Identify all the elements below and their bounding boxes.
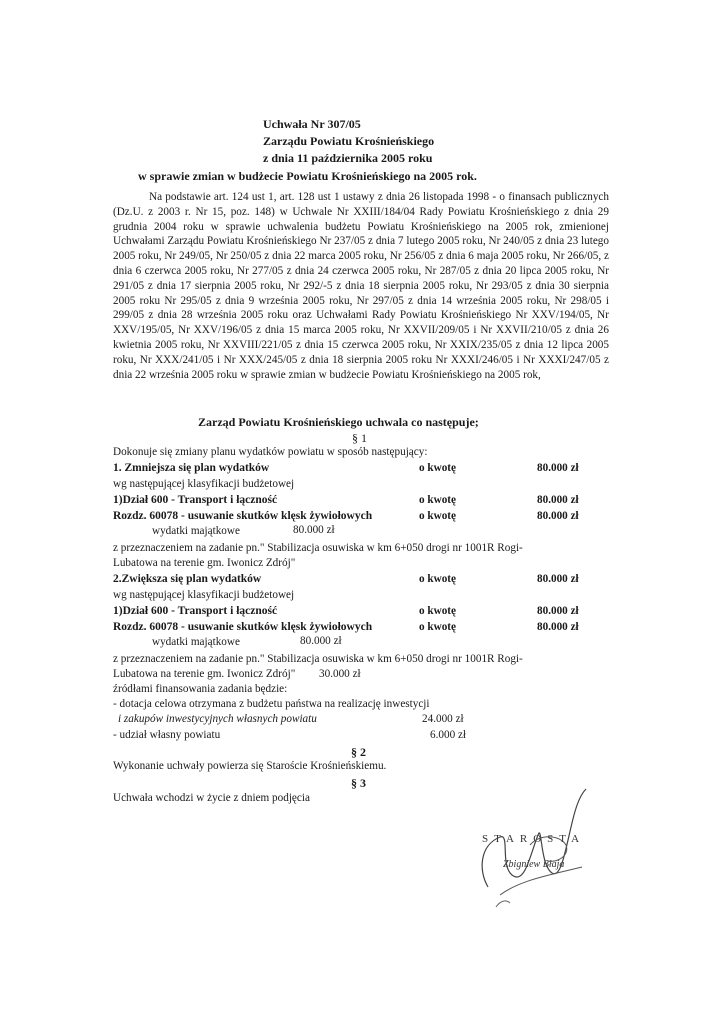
signature-name: Zbigniew Błaja <box>503 859 565 870</box>
decrease-wydatki: wydatki majątkowe <box>152 525 240 537</box>
signature-role: STAROSTA <box>482 833 586 845</box>
decrease-dzial: 1)Dział 600 - Transport i łączność <box>113 494 278 506</box>
funding-source-2: - udział własny powiatu <box>113 729 221 741</box>
resolution-title: Uchwała Nr 307/05 <box>263 117 361 131</box>
resolution-date: z dnia 11 października 2005 roku <box>263 151 433 165</box>
decrease-rozdz-o-kwote: o kwotę <box>419 510 456 522</box>
decrease-o-kwote: o kwotę <box>419 462 456 474</box>
handwritten-signature <box>470 775 610 915</box>
increase-purpose-amount: 30.000 zł <box>319 668 361 680</box>
decrease-wydatki-amount: 80.000 zł <box>293 524 335 536</box>
section-1-mark: § 1 <box>352 431 367 445</box>
increase-dzial: 1)Dział 600 - Transport i łączność <box>113 605 278 617</box>
s1-intro: Dokonuje się zmiany planu wydatków powiatu w sposób następujący: <box>113 446 428 458</box>
funding-source-1-cont: i zakupów inwestycyjnych własnych powiatu <box>118 713 317 725</box>
increase-amount: 80.000 zł <box>537 573 579 585</box>
decrease-amount: 80.000 zł <box>537 462 579 474</box>
increase-dzial-amount: 80.000 zł <box>537 605 579 617</box>
increase-wydatki: wydatki majątkowe <box>152 636 240 648</box>
preamble-text: Na podstawie art. 124 ust 1, art. 128 ust 1 ustawy z dnia 26 listopada 1998 - o finansach publicznych (Dz.U. z 2003 r. Nr 15, poz. 148) w Uchwale Nr XXIII/184/04 Rady Powiatu Krośnieńskiego z dnia 29 grudnia 2004 roku w sprawie uchwalenia budżetu Powiatu Krośnieńskiego na 2005 rok, zmienionej Uchwałami Zarządu Powiatu Krośnieńskiego Nr 237/05 z dnia 7 lutego 2005 roku, Nr 240/05 z dnia 23 lutego 2005 roku, Nr 249/05, Nr 250/05 z dnia 22 marca 2005 roku, Nr 256/05 z dnia 6 maja 2005 roku, Nr 266/05, z dnia 6 czerwca 2005 roku, Nr 277/05 z dnia 24 czerwca 2005 roku, Nr 287/05 z dnia 20 lipca 2005 roku, Nr 291/05 z dnia 17 sierpnia 2005 roku, Nr 292/-5 z dnia 18 sierpnia 2005 roku, Nr 293/05 z dnia 30 sierpnia 2005 roku Nr 295/05 z dnia 9 września 2005 roku, Nr 297/05 z dnia 14 września 2005 roku, Nr 298/05 i 299/05 z dnia 28 września 2005 roku oraz Uchwałami Rady Powiatu Krośnieńskiego Nr XXV/194/05, Nr XXV/195/05, Nr XXV/196/05 z dnia 15 marca 2005 roku, Nr XXVII/209/05 i Nr XXVII/210/05 z dnia 26 kwietnia 2005 roku, Nr XXVIII/221/05 z dnia 15 czerwca 2005 roku, Nr XXIX/235/05 z dnia 12 lipca 2005 roku, Nr XXX/241/05 i Nr XXX/245/05 z dnia 18 sierpnia 2005 roku Nr XXXI/246/05 i Nr XXXI/247/05 z dnia 22 września 2005 roku w sprawie zmian w budżecie Powiatu Krośnieńskiego na 2005 rok, <box>113 191 609 381</box>
decrease-purpose-1: z przeznaczeniem na zadanie pn." Stabilizacja osuwiska w km 6+050 drogi nr 1001R Rogi- <box>113 542 523 554</box>
increase-classification: wg następującej klasyfikacji budżetowej <box>113 589 295 601</box>
increase-o-kwote: o kwotę <box>419 573 456 585</box>
increase-wydatki-amount: 80.000 zł <box>300 635 342 647</box>
funding-sources: źródłami finansowania zadania będzie: <box>113 683 288 695</box>
increase-purpose-2: Lubatowa na terenie gm. Iwonicz Zdrój" <box>113 668 296 680</box>
funding-source-1-amount: 24.000 zł <box>422 713 464 725</box>
increase-rozdz-o-kwote: o kwotę <box>419 621 456 633</box>
increase-title: 2.Zwiększa się plan wydatków <box>113 573 262 585</box>
decrease-dzial-o-kwote: o kwotę <box>419 494 456 506</box>
increase-rozdz: Rozdz. 60078 - usuwanie skutków klęsk żywiołowych <box>113 621 373 633</box>
funding-source-1: - dotacja celowa otrzymana z budżetu państwa na realizację inwestycji <box>113 698 430 710</box>
resolves-line: Zarząd Powiatu Krośnieńskiego uchwala co następuje; <box>198 415 479 429</box>
decrease-dzial-amount: 80.000 zł <box>537 494 579 506</box>
resolution-subject: w sprawie zmian w budżecie Powiatu Krośnieńskiego na 2005 rok. <box>138 169 477 183</box>
increase-dzial-o-kwote: o kwotę <box>419 605 456 617</box>
funding-source-2-amount: 6.000 zł <box>430 729 467 741</box>
section-3-mark: § 3 <box>351 776 366 790</box>
decrease-classification: wg następującej klasyfikacji budżetowej <box>113 478 295 490</box>
decrease-purpose-2: Lubatowa na terenie gm. Iwonicz Zdrój" <box>113 557 296 569</box>
section-2-text: Wykonanie uchwały powierza się Staroście Krośnieńskiemu. <box>113 760 387 772</box>
decrease-title: 1. Zmniejsza się plan wydatków <box>113 462 270 474</box>
section-2-mark: § 2 <box>351 745 366 759</box>
increase-purpose-1: z przeznaczeniem na zadanie pn." Stabilizacja osuwiska w km 6+050 drogi nr 1001R Rogi- <box>113 653 523 665</box>
increase-rozdz-amount: 80.000 zł <box>537 621 579 633</box>
decrease-rozdz: Rozdz. 60078 - usuwanie skutków klęsk żywiołowych <box>113 510 373 522</box>
preamble <box>113 190 609 382</box>
decrease-rozdz-amount: 80.000 zł <box>537 510 579 522</box>
resolution-organ: Zarządu Powiatu Krośnieńskiego <box>263 134 435 148</box>
section-3-text: Uchwała wchodzi w życie z dniem podjęcia <box>113 792 310 804</box>
